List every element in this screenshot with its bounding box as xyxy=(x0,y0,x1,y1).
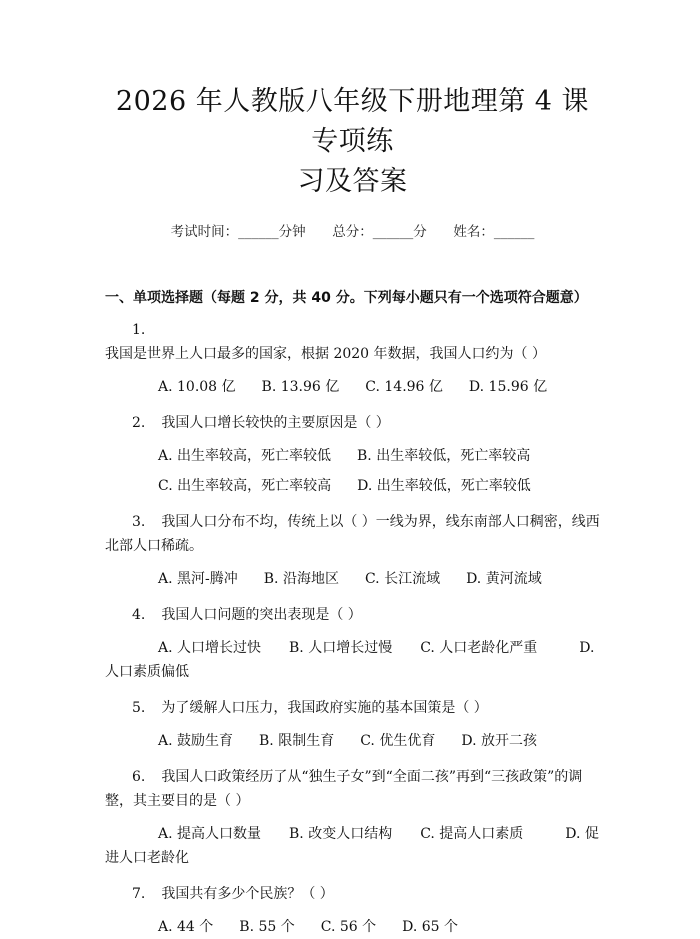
option-a: A. 黑河-腾冲 xyxy=(158,571,238,587)
question-options xyxy=(105,468,600,498)
question-number: 1. xyxy=(132,322,146,338)
question-stem: 为了缓解人口压力，我国政府实施的基本国策是（ ） xyxy=(161,700,488,716)
title-line-2: 习及答案 xyxy=(297,166,408,197)
question-item xyxy=(105,506,600,591)
question-options xyxy=(105,366,600,399)
question-number: 7. xyxy=(132,886,146,902)
option-b: B. 13.96 亿 xyxy=(261,379,340,395)
question-options: A. 人口增长过快 B. 人口增长过慢 C. 人口老龄化严重 D. 人口素质偏低 xyxy=(105,640,595,680)
question-options xyxy=(105,720,600,753)
option-a: A. 出生率较高，死亡率较低 xyxy=(158,448,332,464)
option-a: A. 10.08 亿 xyxy=(158,379,236,395)
question-stem: 我国人口问题的突出表现是（ ） xyxy=(161,607,362,623)
question-text xyxy=(105,314,600,366)
option-d: D. 放开二孩 xyxy=(461,733,537,749)
document-title xyxy=(105,0,600,202)
option-a: A. 鼓励生育 xyxy=(158,733,234,749)
question-number: 3. xyxy=(132,514,146,530)
question-text xyxy=(105,407,600,435)
question-text xyxy=(105,599,600,627)
question-item xyxy=(105,314,600,399)
question-item xyxy=(105,692,600,753)
exam-time: 考试时间：______分钟 xyxy=(170,224,306,240)
option-b: B. 55 个 xyxy=(239,919,295,935)
question-stem: 我国人口增长较快的主要原因是（ ） xyxy=(161,415,390,431)
question-list xyxy=(105,314,600,939)
option-a: A. 44 个 xyxy=(158,919,214,935)
exam-score: 总分：______分 xyxy=(332,224,427,240)
option-b: B. 出生率较低，死亡率较高 xyxy=(357,448,531,464)
question-text xyxy=(105,506,600,558)
question-text xyxy=(105,692,600,720)
option-c: C. 出生率较高，死亡率较高 xyxy=(158,478,332,494)
exam-info xyxy=(105,220,600,240)
question-stem: 我国共有多少个民族？（ ） xyxy=(161,886,334,902)
question-item xyxy=(105,599,600,684)
question-stem: 我国是世界上人口最多的国家，根据 2020 年数据，我国人口约为（ ） xyxy=(105,346,546,362)
exam-name: 姓名：______ xyxy=(453,224,535,240)
option-b: B. 限制生育 xyxy=(259,733,335,749)
question-options: A. 提高人口数量 B. 改变人口结构 C. 提高人口素质 D. 促进人口老龄化 xyxy=(105,826,599,866)
question-stem: 我国人口政策经历了从“独生子女”到“全面二孩”再到“三孩政策”的调整，其主要目的是（ ） xyxy=(105,769,583,809)
question-item xyxy=(105,407,600,498)
option-b: B. 沿海地区 xyxy=(263,571,339,587)
question-item xyxy=(105,878,600,939)
question-options xyxy=(105,435,600,468)
question-text xyxy=(105,761,600,813)
option-c: C. 长江流域 xyxy=(364,571,441,587)
question-number: 4. xyxy=(132,607,146,623)
option-c: C. 56 个 xyxy=(320,919,377,935)
section-heading: 一、单项选择题（每题 2 分，共 40 分。下列每小题只有一个选项符合题意） xyxy=(105,290,588,306)
option-d: D. 黄河流域 xyxy=(466,571,542,587)
question-options xyxy=(105,558,600,591)
question-item xyxy=(105,761,600,870)
option-c: C. 优生优育 xyxy=(360,733,436,749)
option-d: D. 15.96 亿 xyxy=(468,379,548,395)
question-number: 6. xyxy=(132,769,146,785)
option-d: D. 出生率较低，死亡率较低 xyxy=(357,478,531,494)
question-text xyxy=(105,878,600,906)
title-line-1: 2026 年人教版八年级下册地理第 4 课专项练 xyxy=(115,86,590,157)
question-stem: 我国人口分布不均，传统上以（ ）一线为界，线东南部人口稠密，线西北部人口稀疏。 xyxy=(105,514,600,554)
question-options xyxy=(105,906,600,939)
option-d: D. 65 个 xyxy=(402,919,459,935)
question-number: 2. xyxy=(132,415,146,431)
question-number: 5. xyxy=(132,700,146,716)
option-c: C. 14.96 亿 xyxy=(365,379,443,395)
